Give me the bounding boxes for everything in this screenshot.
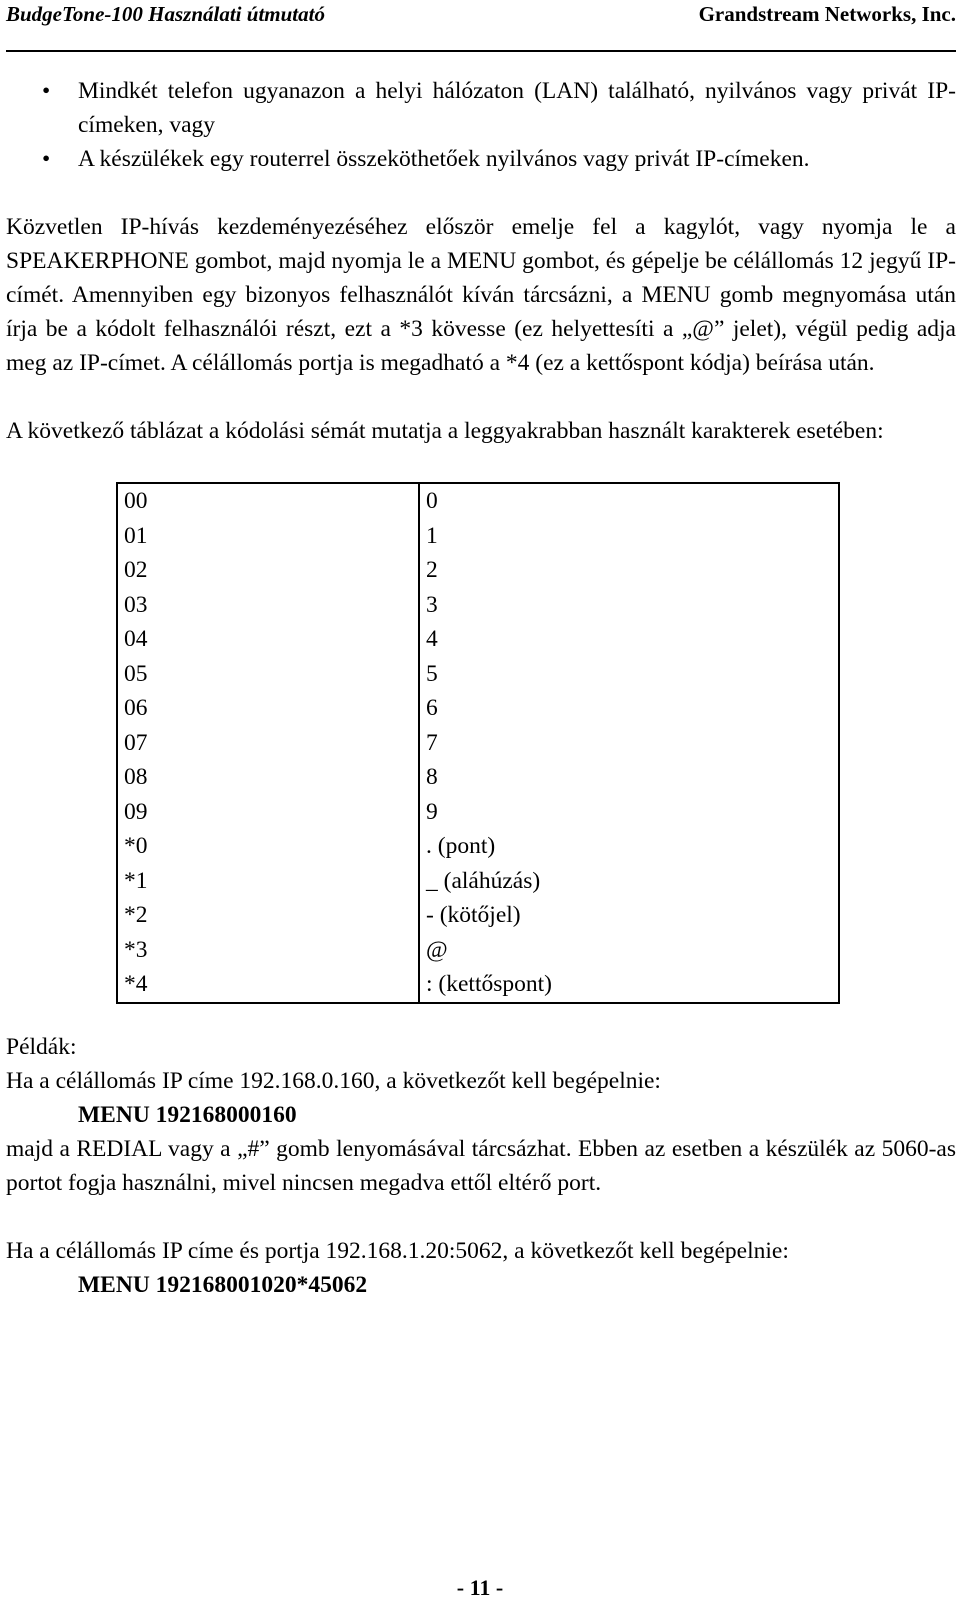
code-cell: 00 <box>117 483 419 519</box>
list-item <box>6 142 956 176</box>
code-cell: 05 <box>117 657 419 692</box>
example1-command: MENU 192168000160 <box>78 1101 297 1128</box>
character-cell: 8 <box>426 764 438 791</box>
character-cell: 2 <box>426 557 438 584</box>
example1-intro: Ha a célállomás IP címe 192.168.0.160, a következőt kell begépelnie: <box>6 1067 661 1094</box>
character-cell: 9 <box>426 798 438 825</box>
code-cell: 01 <box>117 519 419 554</box>
list-item-text: A készülékek egy routerrel összeköthetőek nyilvános vagy privát IP-címeken. <box>78 146 810 172</box>
code-cell: 03 <box>117 588 419 623</box>
table-row <box>117 795 839 830</box>
character-cell: 7 <box>426 729 438 756</box>
character-cell: @ <box>426 936 448 963</box>
table-row <box>117 933 839 968</box>
encoding-table <box>116 482 840 1004</box>
character-cell: 0 <box>426 488 438 515</box>
code-cell: 08 <box>117 760 419 795</box>
character-cell: 5 <box>426 660 438 687</box>
examples-heading: Példák: <box>6 1033 77 1060</box>
character-cell: 6 <box>426 695 438 722</box>
table-row <box>117 483 839 519</box>
code-cell: 06 <box>117 691 419 726</box>
bullet-icon: • <box>42 78 51 104</box>
code-cell: *2 <box>117 898 419 933</box>
table-row <box>117 726 839 761</box>
table-row <box>117 553 839 588</box>
page-content <box>6 74 956 1302</box>
bullet-icon: • <box>42 146 51 172</box>
code-cell: 02 <box>117 553 419 588</box>
direct-ip-call-paragraph: Közvetlen IP-hívás kezdeményezéséhez először emelje fel a kagylót, vagy nyomja le a SPEAKERPHONE gombot, majd nyomja le a MENU gombot, és gépelje be célállomás 12 jegyű IP-címét. Amennyiben egy bizonyos felhasználót kíván tárcsázni, a MENU gomb megnyomása után írja be a kódolt felhasználói részt, ezt a *3 kövesse (ez helyettesíti a „@” jelet), végül pedig adja meg az IP-címet. A célállomás portja is megadható a *4 (ez a kettőspont kódja) beírása után. <box>6 214 956 376</box>
code-cell: *0 <box>117 829 419 864</box>
code-cell: 04 <box>117 622 419 657</box>
list-item-text: Mindkét telefon ugyanazon a helyi hálózaton (LAN) található, nyilvános vagy privát IP-címeken, vagy <box>78 78 956 138</box>
character-cell: . (pont) <box>426 833 496 860</box>
code-cell: 09 <box>117 795 419 830</box>
table-row <box>117 588 839 623</box>
code-cell: *1 <box>117 864 419 899</box>
code-cell: 07 <box>117 726 419 761</box>
table-row <box>117 864 839 899</box>
table-row <box>117 622 839 657</box>
code-cell: *4 <box>117 967 419 1003</box>
page-header <box>6 0 956 52</box>
character-cell: - (kötőjel) <box>426 902 521 929</box>
example2-intro: Ha a célállomás IP címe és portja 192.168.1.20:5062, a következőt kell begépelnie: <box>6 1237 789 1264</box>
document-title: BudgeTone-100 Használati útmutató <box>6 2 325 26</box>
example1-note: majd a REDIAL vagy a „#” gomb lenyomásával tárcsázhat. Ebben az esetben a készülék az 5060-as portot fogja használni, mivel nincsen megadva ettől eltérő port. <box>6 1135 956 1196</box>
character-cell: : (kettőspont) <box>426 971 552 998</box>
list-item <box>6 74 956 142</box>
table-row <box>117 898 839 933</box>
conditions-list <box>6 74 956 176</box>
table-row <box>117 967 839 1003</box>
example2-command: MENU 192168001020*45062 <box>78 1271 368 1298</box>
company-name: Grandstream Networks, Inc. <box>698 2 956 26</box>
character-cell: 1 <box>426 522 438 549</box>
table-row <box>117 657 839 692</box>
table-row <box>117 519 839 554</box>
character-cell: _ (aláhúzás) <box>426 867 541 894</box>
table-row <box>117 760 839 795</box>
table-intro-paragraph: A következő táblázat a kódolási sémát mutatja a leggyakrabban használt karakterek esetében: <box>6 418 884 444</box>
page-number: - 11 - <box>456 1575 504 1600</box>
table-row <box>117 691 839 726</box>
character-cell: 3 <box>426 591 438 618</box>
code-cell: *3 <box>117 933 419 968</box>
table-row <box>117 829 839 864</box>
examples-section <box>6 1030 956 1302</box>
character-cell: 4 <box>426 626 438 653</box>
